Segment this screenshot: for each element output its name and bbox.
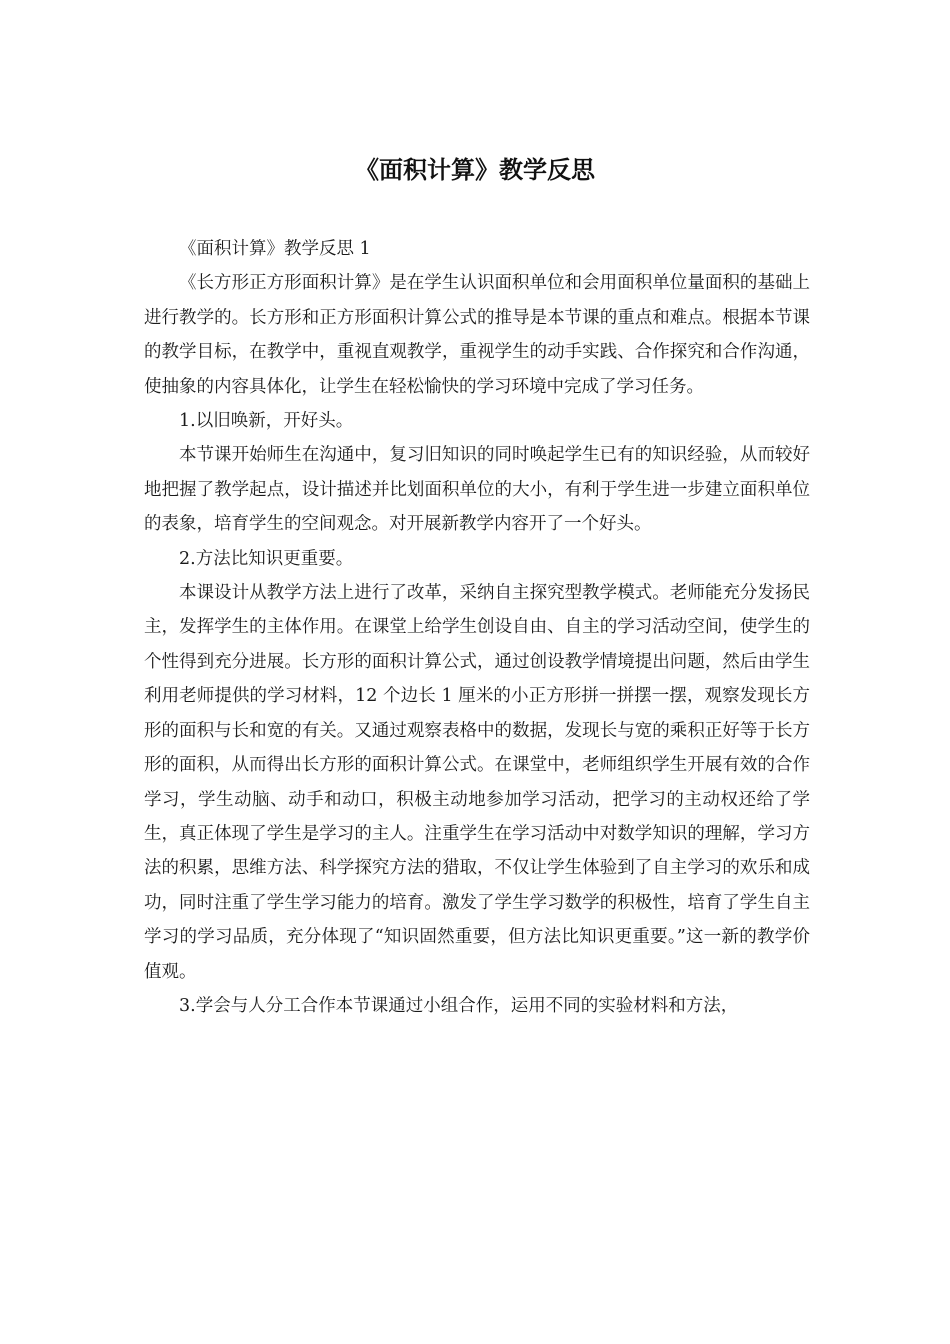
document-title: 《面积计算》教学反思 xyxy=(355,156,595,184)
point-heading-1: 1.以旧唤新，开好头。 xyxy=(179,411,354,432)
body-paragraph: 本节课开始师生在沟通中，复习旧知识的同时唤起学生已有的知识经验，从而较好地把握了教学起点，设计描述并比划面积单位的大小，有利于学生进一步建立面积单位的表象，培育学生的空间观念。对开展新教学内容开了一个好头。 xyxy=(144,445,810,535)
point-heading-3: 3.学会与人分工合作本节课通过小组合作，运用不同的实验材料和方法， xyxy=(179,995,739,1016)
section-heading: 《面积计算》教学反思 1 xyxy=(179,239,371,259)
document-body xyxy=(144,232,810,1023)
body-paragraph: 本课设计从教学方法上进行了改革，采纳自主探究型教学模式。老师能充分发扬民主，发挥学生的主体作用。在课堂上给学生创设自由、自主的学习活动空间，使学生的个性得到充分进展。长方形的面积计算公式，通过创设教学情境提出问题，然后由学生利用老师提供的学习材料，12 个边长 1 厘米的小正方形拼一拼摆一摆，观察发现长方形的面积与长和宽的有关。又通过观察表格中的数据，发现长与宽的乘积正好等于长方形的面积，从而得出长方形的面积计算公式。在课堂中，老师组织学生开展有效的合作学习，学生动脑、动手和动口，积极主动地参加学习活动，把学习的主动权还给了学生，真正体现了学生是学习的主人。注重学生在学习活动中对数学知识的理解，学习方法的积累，思维方法、科学探究方法的猎取，不仅让学生体验到了自主学习的欢乐和成功，同时注重了学生学习能力的培育。激发了学生学习数学的积极性，培育了学生自主学习的学习品质，充分体现了“知识固然重要，但方法比知识更重要。”这一新的教学价值观。 xyxy=(144,583,810,982)
point-heading-2: 2.方法比知识更重要。 xyxy=(179,548,354,569)
body-paragraph: 《长方形正方形面积计算》是在学生认识面积单位和会用面积单位量面积的基础上进行教学的。长方形和正方形面积计算公式的推导是本节课的重点和难点。根据本节课的教学目标，在教学中，重视直观教学，重视学生的动手实践、合作探究和合作沟通，使抽象的内容具体化，让学生在轻松愉快的学习环境中完成了学习任务。 xyxy=(144,273,810,397)
